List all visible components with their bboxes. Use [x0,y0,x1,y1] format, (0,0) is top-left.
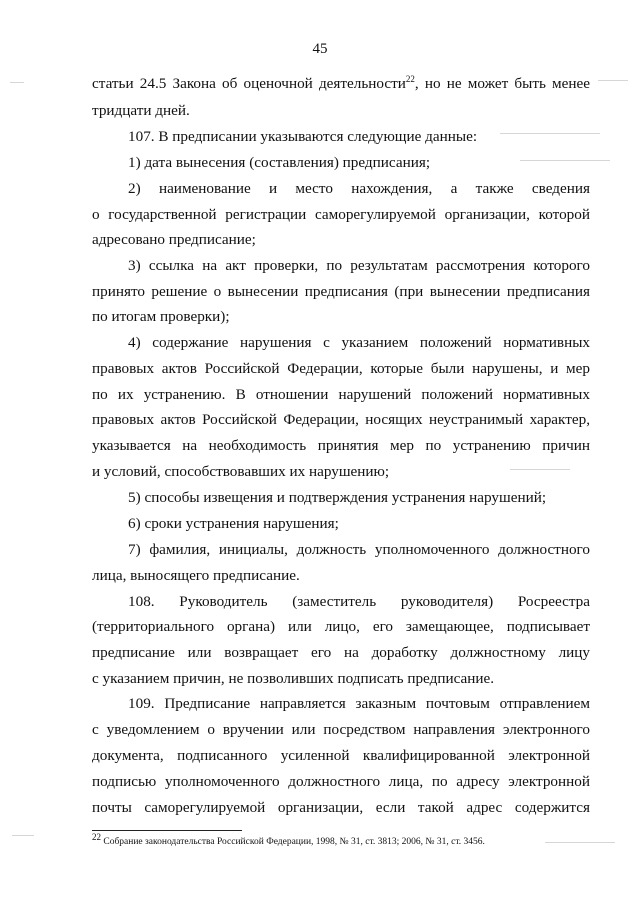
text-line: 7) фамилия, инициалы, должность уполномоченного должностного [128,541,590,558]
text-line: 6) сроки устранения нарушения; [128,515,339,532]
text-line: 107. В предписании указываются следующие данные: [128,128,478,145]
text-line: документа, подписанного усиленной квалифицированной электронной [92,747,590,764]
text-line: по итогам проверки); [92,308,230,325]
footnote-text: Собрание законодательства Российской Федерации, 1998, № 31, ст. 3813; 2006, № 31, ст. 3456. [101,837,485,847]
text-line: предписание или возвращает его на доработку должностному лицу [92,644,590,661]
scan-artifact [545,842,615,843]
text-line: указывается на необходимость принятия мер по устранению причин [92,437,590,454]
text-line: о государственной регистрации саморегулируемой организации, которой [92,206,590,223]
text-line: лица, выносящего предписание. [92,567,300,584]
text-line: 108. Руководитель (заместитель руководителя) Росреестра [128,593,590,610]
footnote-mark: 22 [92,831,101,842]
page-number: 45 [312,41,328,57]
text-line: 4) содержание нарушения с указанием положений нормативных [128,334,590,351]
text-segment: статьи 24.5 Закона об оценочной деятельности [92,75,406,92]
text-line: принято решение о вынесении предписания (при вынесении предписания [92,283,590,300]
scan-artifact [598,80,628,81]
scan-artifact [12,835,34,836]
text-line: почты саморегулируемой организации, если такой адрес содержится [92,799,590,816]
text-line: подписью уполномоченного должностного лица, по адресу электронной [92,773,590,790]
text-line: по их устранению. В отношении нарушений положений нормативных [92,386,590,403]
text-line: и условий, способствовавших их нарушению; [92,463,390,480]
text-line: правовых актов Российской Федерации, которые были нарушены, и мер [92,360,590,377]
text-line: (территориального органа) или лицо, его замещающее, подписывает [92,618,590,635]
text-line: правовых актов Российской Федерации, носящих неустранимый характер, [92,411,590,428]
text-line: 5) способы извещения и подтверждения устранения нарушений; [128,489,547,506]
scan-artifact [10,82,24,83]
text-line: тридцати дней. [92,102,190,119]
scan-artifact [500,133,600,134]
text-segment: , но не может быть менее [414,75,590,92]
scan-artifact [520,160,610,161]
text-line: с уведомлением о вручении или посредством направления электронного [92,721,590,738]
text-line: 109. Предписание направляется заказным почтовым отправлением [128,695,590,712]
text-line: адресовано предписание; [92,231,256,248]
text-line: 1) дата вынесения (составления) предписания; [128,154,431,171]
text-line: 2) наименование и место нахождения, а также сведения [128,180,590,197]
scan-artifact [510,469,570,470]
text-line [92,74,590,94]
footnote [92,831,612,849]
footnote-separator [92,830,242,831]
text-line: с указанием причин, не позволивших подписать предписание. [92,670,495,687]
text-line: 3) ссылка на акт проверки, по результатам рассмотрения которого [128,257,590,274]
footnote-ref: 22 [405,73,415,84]
